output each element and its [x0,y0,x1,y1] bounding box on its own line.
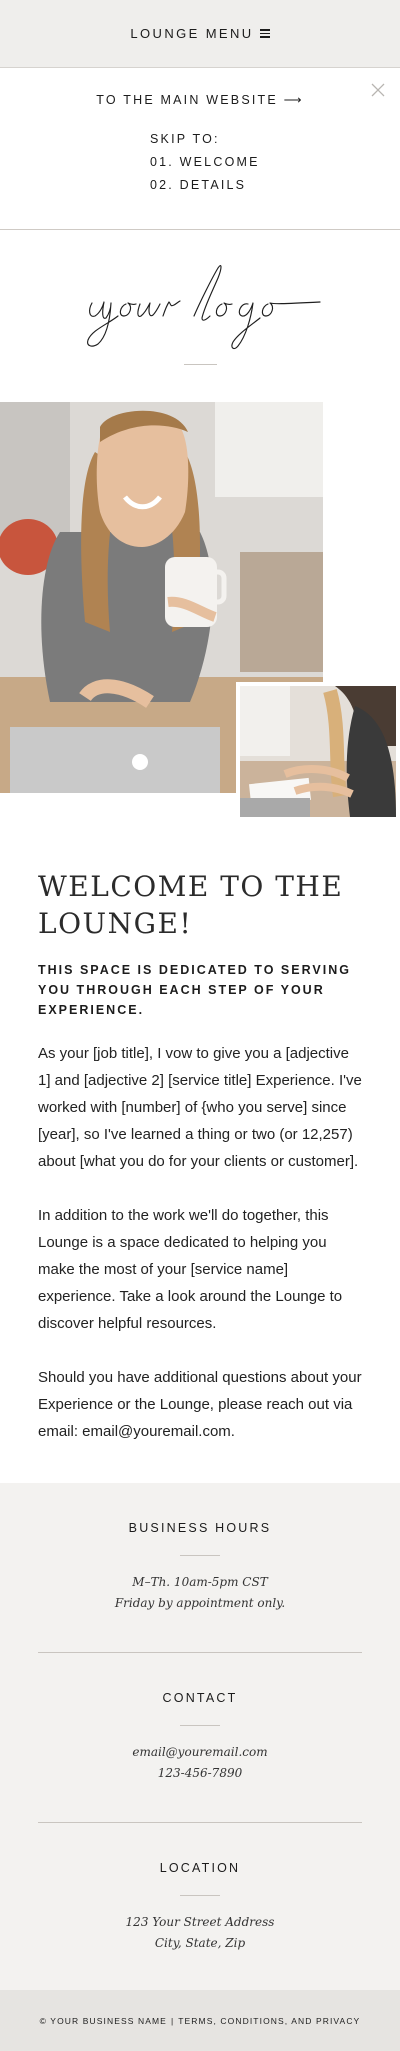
skip-link-welcome[interactable]: 01. WELCOME [150,155,260,169]
business-hours-block [38,1521,362,1614]
welcome-paragraph-2: In addition to the work we'll do together, this Lounge is a space dedicated to helping you make the most of your [service name] experience. Take a look around the Lounge to discover helpful resources. [38,1207,343,1332]
top-bar [0,0,400,68]
business-hours-divider [180,1555,220,1556]
logo-area [0,230,400,402]
location-city: City, State, Zip [154,1936,246,1950]
welcome-paragraph-3: Should you have additional questions about your Experience or the Lounge, please reach out via email: email@youremail.com. [38,1369,362,1440]
section-divider [38,1822,362,1823]
main-website-link[interactable]: TO THE MAIN WEBSITE ⟶ [96,93,304,107]
photo-collage [0,402,400,822]
contact-phone: 123-456-7890 [157,1766,243,1780]
skip-link-details[interactable]: 02. DETAILS [150,178,247,192]
business-hours-title: BUSINESS HOURS [128,1521,272,1535]
contact-block [38,1691,362,1784]
skip-to-label: SKIP TO: [150,132,220,146]
lounge-menu-panel [0,68,400,230]
welcome-section [0,822,400,1483]
footer-terms-link[interactable]: TERMS, CONDITIONS, AND PRIVACY [178,2015,361,2026]
business-hours-line: Friday by appointment only. [114,1596,286,1610]
welcome-headline-line1: WELCOME TO THE [38,870,344,903]
welcome-subhead: THIS SPACE IS DEDICATED TO SERVING YOU THROUGH EACH STEP OF YOUR EXPERIENCE. [38,963,351,1017]
lounge-menu-label: LOUNGE MENU [130,26,254,41]
welcome-paragraph-1: As your [job title], I vow to give you a [adjective 1] and [adjective 2] [service title] Experience. I've worked with [number] of {who you serve] since [year], so I've learned a thing or two (or 12,257) about [what you do for your clients or customer]. [38,1045,362,1170]
laptop-photo [236,682,400,821]
section-divider [38,1652,362,1653]
contact-divider [180,1725,220,1726]
location-street: 123 Your Street Address [125,1915,275,1929]
details-section [0,1483,400,1990]
footer-business-name: © YOUR BUSINESS NAME [39,2015,167,2026]
footer [0,1990,400,2051]
skip-to-nav [150,132,260,192]
footer-separator: | [170,2015,175,2026]
contact-title: CONTACT [162,1691,238,1705]
location-divider [180,1895,220,1896]
welcome-headline-line2: LOUNGE! [38,907,193,940]
logo-script-image[interactable] [80,258,325,358]
hamburger-icon [260,29,270,38]
location-block [38,1861,362,1954]
business-hours-line: M–Th. 10am-5pm CST [132,1575,268,1589]
logo-divider [184,364,217,365]
contact-email-link[interactable]: email@youremail.com [132,1745,268,1759]
lounge-menu-button[interactable] [130,26,269,41]
location-title: LOCATION [159,1861,241,1875]
welcome-headline [38,868,362,942]
